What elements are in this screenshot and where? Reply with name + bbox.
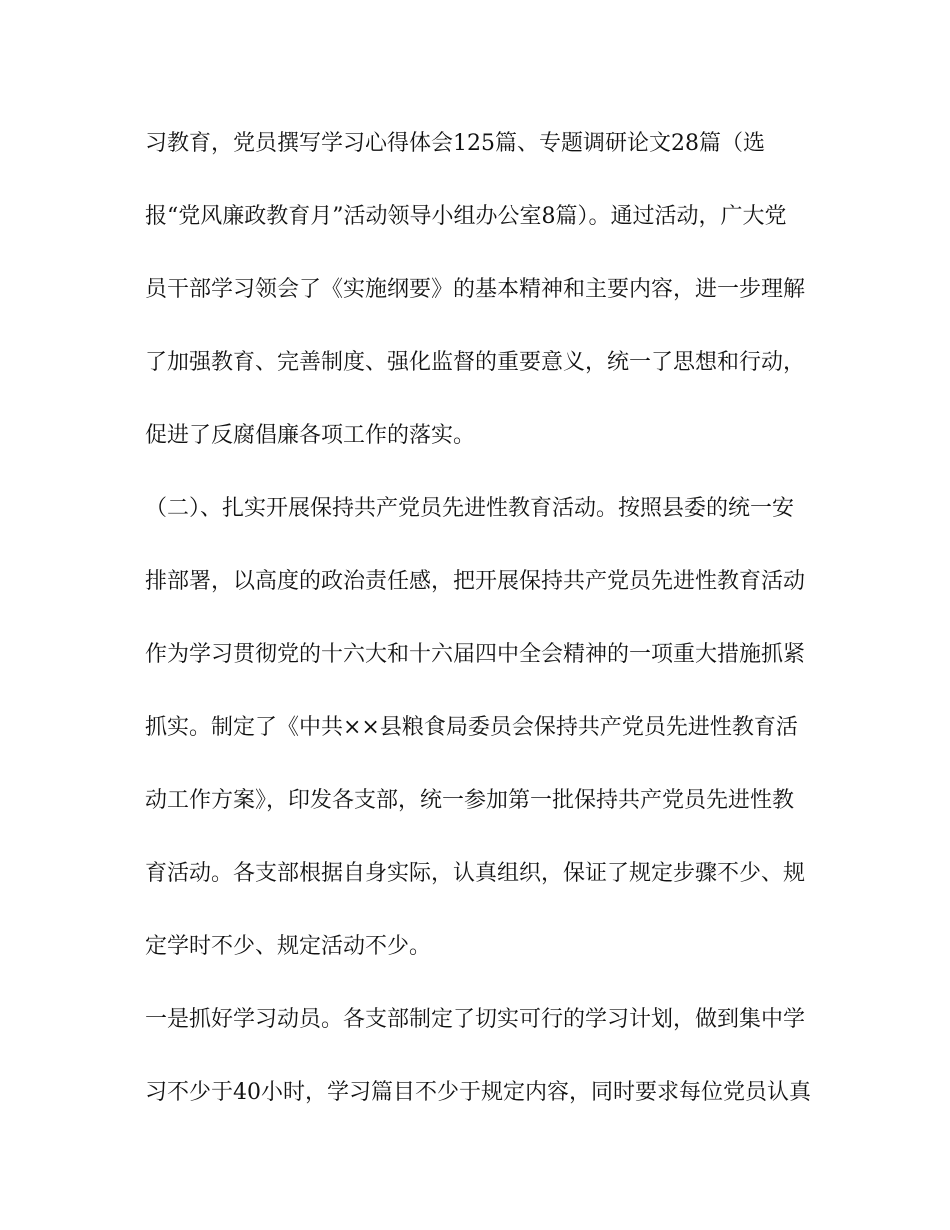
text-line: 排部署，以高度的政治责任感，把开展保持共产党员先进性教育活动	[145, 569, 806, 594]
text-line: 习教育，党员撰写学习心得体会125篇、专题调研论文28篇（选	[145, 131, 765, 156]
text-line: 了加强教育、完善制度、强化监督的重要意义，统一了思想和行动，	[145, 350, 806, 375]
text-line: 定学时不少、规定活动不少。	[145, 934, 432, 959]
text-line: 促进了反腐倡廉各项工作的落实。	[145, 423, 476, 448]
text-line: 作为学习贯彻党的十六大和十六届四中全会精神的一项重大措施抓紧	[145, 642, 806, 667]
text-line: 一是抓好学习动员。各支部制定了切实可行的学习计划，做到集中学	[145, 1007, 806, 1032]
text-line: 抓实。制定了《中共××县粮食局委员会保持共产党员先进性教育活	[145, 715, 798, 740]
text-line: 育活动。各支部根据自身实际，认真组织，保证了规定步骤不少、规	[145, 861, 806, 886]
text-line: 习不少于40小时，学习篇目不少于规定内容，同时要求每位党员认真	[145, 1080, 811, 1105]
text-line: 报“党风廉政教育月”活动领导小组办公室8篇）。通过活动，广大党	[145, 204, 787, 229]
text-line: 动工作方案》，印发各支部，统一参加第一批保持共产党员先进性教	[145, 788, 795, 813]
section-heading-line: （二）、扎实开展保持共产党员先进性教育活动。按照县委的统一安	[145, 496, 795, 521]
text-line: 员干部学习领会了《实施纲要》的基本精神和主要内容，进一步理解	[145, 277, 806, 302]
